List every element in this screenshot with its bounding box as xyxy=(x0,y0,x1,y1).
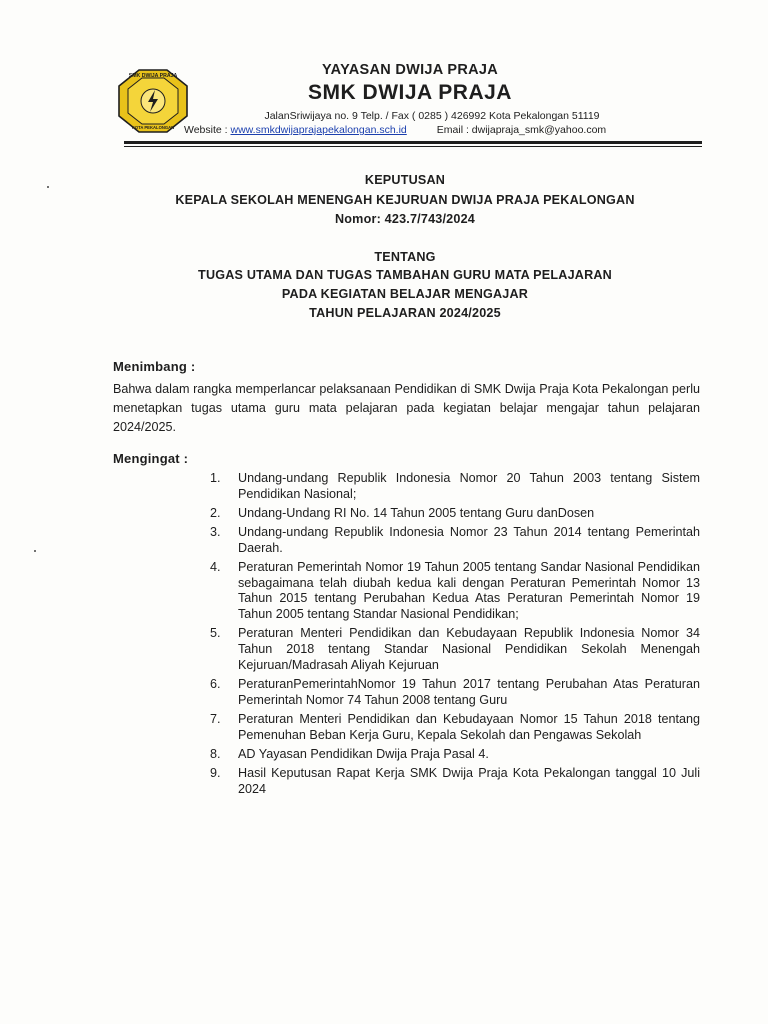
list-item xyxy=(205,525,700,556)
about-heading: TENTANG xyxy=(374,250,436,264)
logo-text-bottom: KOTA PEKALONGAN xyxy=(131,125,175,130)
email-label: Email : xyxy=(436,124,472,136)
letterhead-rule-thin xyxy=(124,146,702,147)
letterhead-rule xyxy=(124,141,702,144)
contact-line xyxy=(184,124,654,136)
logo-text-top: SMK DWIJA PRAJA xyxy=(128,73,178,79)
recalling-list xyxy=(205,471,700,801)
considering-text: Bahwa dalam rangka memperlancar pelaksanaan Pendidikan di SMK Dwija Praja Kota Pekalongan perlu menetapkan tugas utama guru mata pelajaran pada kegiatan belajar mengajar tahun pelajaran 2024/2025. xyxy=(113,382,700,434)
list-item xyxy=(205,506,700,522)
scan-speck xyxy=(34,550,36,552)
recalling-label: Mengingat : xyxy=(113,451,189,466)
considering-label: Menimbang : xyxy=(113,359,196,374)
item-text: Undang-undang Republik Indonesia Nomor 20 Tahun 2003 tentang Sistem Pendidikan Nasional; xyxy=(238,471,700,501)
list-item xyxy=(205,626,700,673)
foundation-name: YAYASAN DWIJA PRAJA xyxy=(322,62,498,78)
school-name: SMK DWIJA PRAJA xyxy=(308,81,512,104)
item-text: Hasil Keputusan Rapat Kerja SMK Dwija Praja Kota Pekalongan tanggal 10 Juli 2024 xyxy=(238,765,700,796)
email-address[interactable]: dwijapraja_smk@yahoo.com xyxy=(471,124,607,136)
subject-line-1: TUGAS UTAMA DAN TUGAS TAMBAHAN GURU MATA PELAJARAN xyxy=(198,268,612,282)
decision-heading: KEPUTUSAN xyxy=(364,173,446,187)
list-item xyxy=(205,677,700,708)
issuer-heading: KEPALA SEKOLAH MENENGAH KEJURUAN DWIJA PRAJA PEKALONGAN xyxy=(175,193,635,207)
scan-speck xyxy=(47,186,49,188)
item-number: 6. xyxy=(210,676,221,691)
item-number: 3. xyxy=(210,525,221,540)
item-text: Peraturan Menteri Pendidikan dan Kebudayaan Republik Indonesia Nomor 34 Tahun 2018 tentang Standar Nasional Pendidikan Sekolah Menengah Kejuruan/Madrasah Aliyah Kejuruan xyxy=(238,626,700,672)
item-text: Peraturan Pemerintah Nomor 19 Tahun 2005 tentang Sandar Nasional Pendidikan sebagaimana telah diubah kedua kali dengan Peraturan Pemerintah Nomor 13 Tahun 2015 tentang Perubahan Kedua Atas Peraturan Pemerintah Nomor 19 Tahun 2005 tentang Standar Nasional Pendidikan; xyxy=(238,560,700,622)
item-text: Peraturan Menteri Pendidikan dan Kebudayaan Nomor 15 Tahun 2018 tentang Pemenuhan Beban Kerja Guru, Kepala Sekolah dan Pengawas Sekolah xyxy=(238,711,700,742)
item-number: 5. xyxy=(210,626,221,641)
item-number: 9. xyxy=(210,765,221,780)
list-item xyxy=(205,747,700,763)
list-item xyxy=(205,712,700,743)
item-number: 2. xyxy=(210,505,221,520)
website-link[interactable]: www.smkdwijaprajapekalongan.sch.id xyxy=(230,124,407,136)
list-item xyxy=(205,766,700,797)
item-number: 4. xyxy=(210,560,221,575)
list-item xyxy=(205,560,700,623)
school-logo xyxy=(117,68,189,134)
subject-line-2: PADA KEGIATAN BELAJAR MENGAJAR xyxy=(281,287,529,301)
school-address: JalanSriwijaya no. 9 Telp. / Fax ( 0285 ) 426992 Kota Pekalongan 51119 xyxy=(264,110,600,122)
item-number: 1. xyxy=(210,471,221,485)
website-label: Website : xyxy=(184,124,231,136)
decision-number: Nomor: 423.7/743/2024 xyxy=(334,212,475,226)
item-text: PeraturanPemerintahNomor 19 Tahun 2017 tentang Perubahan Atas Peraturan Pemerintah Nomor 74 Tahun 2008 tentang Guru xyxy=(238,676,700,707)
item-number: 7. xyxy=(210,711,221,726)
item-text: Undang-undang Republik Indonesia Nomor 23 Tahun 2014 tentang Pemerintah Daerah. xyxy=(238,525,700,555)
list-item xyxy=(205,471,700,502)
item-number: 8. xyxy=(210,746,221,761)
item-text: AD Yayasan Pendidikan Dwija Praja Pasal 4. xyxy=(238,746,489,761)
subject-line-3: TAHUN PELAJARAN 2024/2025 xyxy=(309,306,501,320)
item-text: Undang-Undang RI No. 14 Tahun 2005 tentang Guru danDosen xyxy=(238,505,595,520)
